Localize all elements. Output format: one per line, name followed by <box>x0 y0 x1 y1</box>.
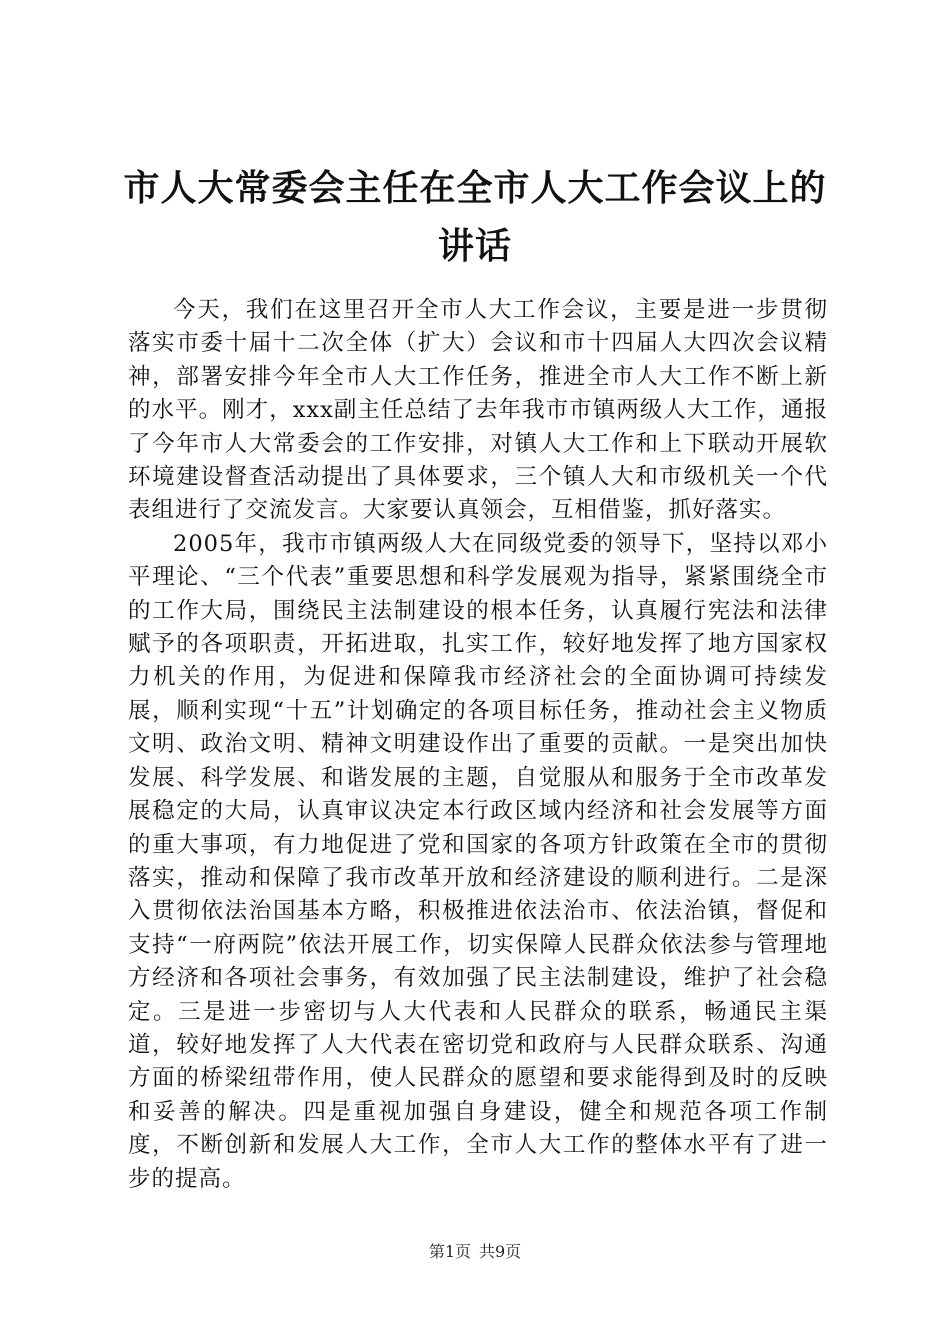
paragraph-2: 2005年，我市市镇两级人大在同级党委的领导下，坚持以邓小平理论、“三个代表”重要思想和科学发展观为指导，紧紧围绕全市的工作大局，围绕民主法制建设的根本任务，认真履行宪法和法律赋予的各项职责，开拓进取，扎实工作，较好地发挥了地方国家权力机关的作用，为促进和保障我市经济社会的全面协调可持续发展，顺利实现“十五”计划确定的各项目标任务，推动社会主义物质文明、政治文明、精神文明建设作出了重要的贡献。一是突出加快发展、科学发展、和谐发展的主题，自觉服从和服务于全市改革发展稳定的大局，认真审议决定本行政区域内经济和社会发展等方面的重大事项，有力地促进了党和国家的各项方针政策在全市的贯彻落实，推动和保障了我市改革开放和经济建设的顺利进行。二是深入贯彻依法治国基本方略，积极推进依法治市、依法治镇，督促和支持“一府两院”依法开展工作，切实保障人民群众依法参与管理地方经济和各项社会事务，有效加强了民主法制建设，维护了社会稳定。三是进一步密切与人大代表和人民群众的联系，畅通民主渠道，较好地发挥了人大代表在密切党和政府与人民群众联系、沟通方面的桥梁纽带作用，使人民群众的愿望和要求能得到及时的反映和妥善的解决。四是重视加强自身建设，健全和规范各项工作制度，不断创新和发展人大工作，全市人大工作的整体水平有了进一步的提高。 <box>128 530 828 1192</box>
page-number: 第1页 <box>428 1242 471 1261</box>
document-body <box>128 294 828 1196</box>
page-total: 共9页 <box>479 1242 522 1261</box>
paragraph-1: 今天，我们在这里召开全市人大工作会议，主要是进一步贯彻落实市委十届十二次全体（扩大）会议和市十四届人大四次会议精神，部署安排今年全市人大工作任务，推进全市人大工作不断上新的水平。刚才，xxx副主任总结了去年我市市镇两级人大工作，通报了今年市人大常委会的工作安排，对镇人大工作和上下联动开展软环境建设督查活动提出了具体要求，三个镇人大和市级机关一个代表组进行了交流发言。大家要认真领会，互相借鉴，抓好落实。 <box>128 297 828 524</box>
page-footer <box>0 1242 950 1262</box>
document-title: 市人大常委会主任在全市人大工作会议上的讲话 <box>123 168 827 267</box>
